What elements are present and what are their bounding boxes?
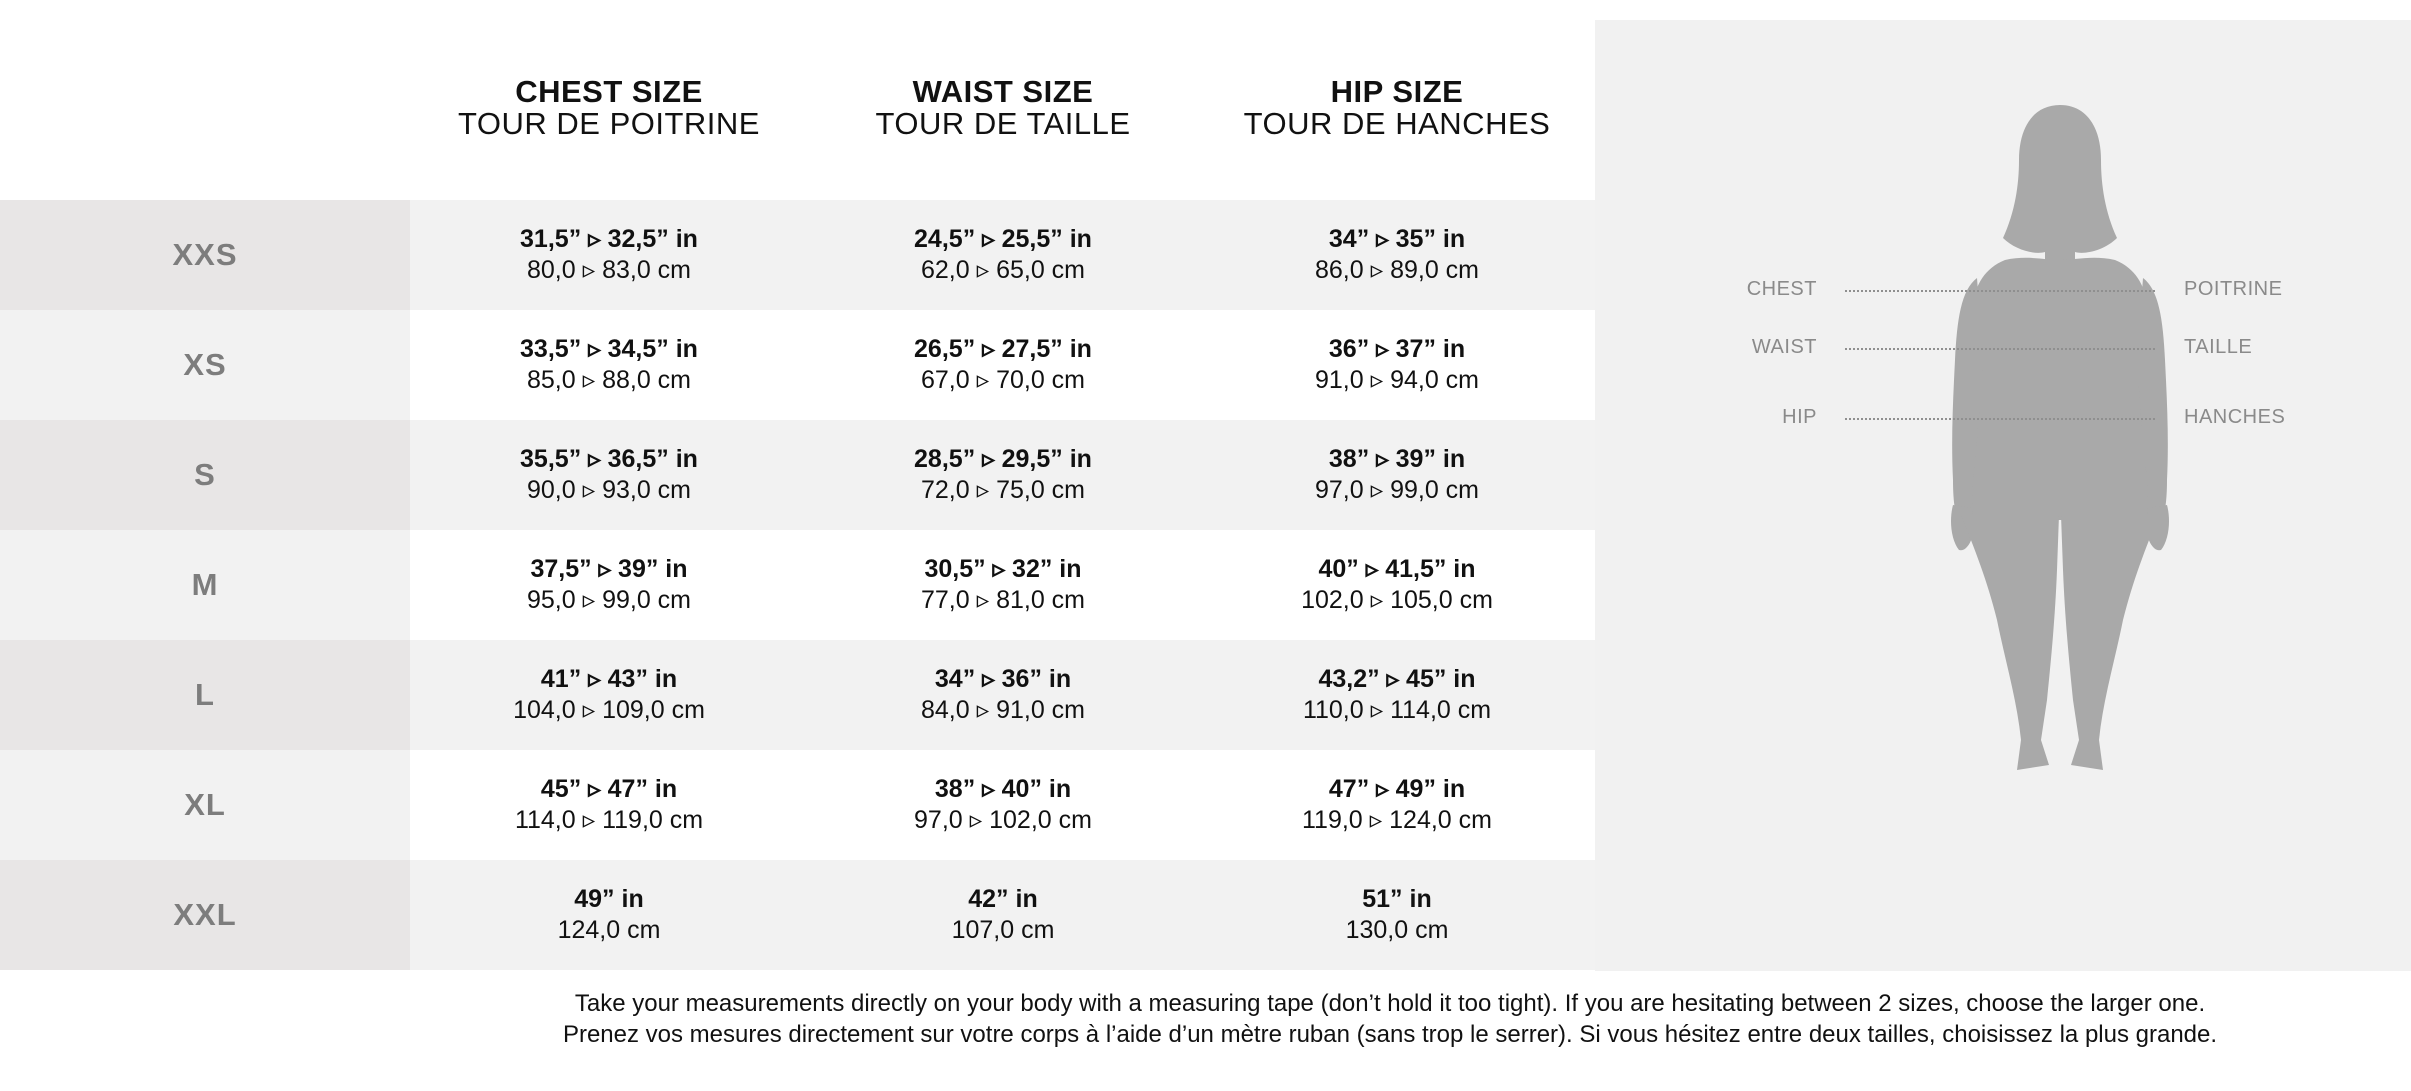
hip-cm: 102,0 ▹ 105,0 cm	[1301, 586, 1493, 614]
chest-inches: 49” in	[574, 885, 644, 913]
female-body-silhouette-icon	[1895, 100, 2225, 780]
hip-header-en: HIP SIZE	[1330, 74, 1464, 109]
waist-cm: 62,0 ▹ 65,0 cm	[920, 256, 1086, 284]
chest-inches: 35,5” ▹ 36,5” in	[520, 445, 698, 473]
chest-cell	[429, 860, 789, 970]
hip-inches: 34” ▹ 35” in	[1328, 225, 1466, 253]
chest-header-fr: TOUR DE POITRINE	[458, 106, 760, 141]
measurement-note	[560, 988, 2220, 1050]
hip-cm: 130,0 cm	[1345, 916, 1449, 944]
waist-cell	[823, 420, 1183, 530]
hip-cell	[1217, 530, 1577, 640]
waist-cell	[823, 310, 1183, 420]
waist-inches: 38” ▹ 40” in	[934, 775, 1072, 803]
hip-label-en: HIP	[1782, 406, 1817, 428]
chest-size-header	[429, 76, 789, 140]
size-label: XXL	[0, 860, 410, 970]
chest-cell	[429, 420, 789, 530]
measurement-note-fr: Prenez vos mesures directement sur votre corps à l’aide d’un mètre ruban (sans trop le serrer). Si vous hésitez entre deux tailles, choisissez la plus grande.	[562, 1021, 2218, 1048]
table-row	[0, 530, 1595, 640]
waist-inches: 26,5” ▹ 27,5” in	[914, 335, 1092, 363]
waist-cm: 97,0 ▹ 102,0 cm	[914, 806, 1092, 834]
waist-cell	[823, 860, 1183, 970]
chest-inches: 37,5” ▹ 39” in	[530, 555, 688, 583]
waist-size-header	[823, 76, 1183, 140]
chest-cm: 80,0 ▹ 83,0 cm	[526, 256, 692, 284]
table-row	[0, 750, 1595, 860]
waist-inches: 42” in	[968, 885, 1038, 913]
waist-cell	[823, 200, 1183, 310]
chest-guide-line	[1845, 290, 2155, 292]
waist-cm: 67,0 ▹ 70,0 cm	[920, 366, 1086, 394]
hip-inches: 36” ▹ 37” in	[1328, 335, 1466, 363]
chest-cell	[429, 750, 789, 860]
table-row	[0, 200, 1595, 310]
waist-cell	[823, 750, 1183, 860]
hip-cell	[1217, 420, 1577, 530]
waist-label-fr: TAILLE	[2184, 336, 2253, 358]
hip-guide-line	[1845, 418, 2155, 420]
chest-cm: 124,0 cm	[557, 916, 661, 944]
waist-cm: 77,0 ▹ 81,0 cm	[920, 586, 1086, 614]
hip-inches: 47” ▹ 49” in	[1328, 775, 1466, 803]
waist-cm: 72,0 ▹ 75,0 cm	[920, 476, 1086, 504]
waist-inches: 28,5” ▹ 29,5” in	[914, 445, 1092, 473]
chest-cell	[429, 310, 789, 420]
size-label: XS	[0, 310, 410, 420]
chest-label-fr: POITRINE	[2184, 278, 2283, 300]
hip-cm: 91,0 ▹ 94,0 cm	[1314, 366, 1480, 394]
chest-cm: 85,0 ▹ 88,0 cm	[526, 366, 692, 394]
chest-inches: 45” ▹ 47” in	[540, 775, 678, 803]
chest-inches: 33,5” ▹ 34,5” in	[520, 335, 698, 363]
measurement-note-en: Take your measurements directly on your body with a measuring tape (don’t hold it too tight). If you are hesitating between 2 sizes, choose the larger one.	[574, 990, 2206, 1017]
chest-cell	[429, 200, 789, 310]
hip-cm: 86,0 ▹ 89,0 cm	[1314, 256, 1480, 284]
waist-header-fr: TOUR DE TAILLE	[875, 106, 1131, 141]
waist-cm: 84,0 ▹ 91,0 cm	[920, 696, 1086, 724]
chest-cell	[429, 530, 789, 640]
waist-header-en: WAIST SIZE	[912, 74, 1094, 109]
hip-inches: 43,2” ▹ 45” in	[1318, 665, 1476, 693]
chest-header-en: CHEST SIZE	[515, 74, 703, 109]
waist-cell	[823, 640, 1183, 750]
chest-label-en: CHEST	[1746, 278, 1817, 300]
waist-guide-line	[1845, 348, 2155, 350]
hip-header-fr: TOUR DE HANCHES	[1243, 106, 1551, 141]
hip-cm: 110,0 ▹ 114,0 cm	[1302, 696, 1492, 724]
hip-inches: 51” in	[1362, 885, 1432, 913]
waist-cm: 107,0 cm	[951, 916, 1055, 944]
hip-cm: 119,0 ▹ 124,0 cm	[1302, 806, 1492, 834]
table-row	[0, 860, 1595, 970]
chest-cell	[429, 640, 789, 750]
chest-cm: 114,0 ▹ 119,0 cm	[514, 806, 704, 834]
size-label: L	[0, 640, 410, 750]
hip-cell	[1217, 750, 1577, 860]
hip-inches: 40” ▹ 41,5” in	[1318, 555, 1476, 583]
table-row	[0, 310, 1595, 420]
waist-inches: 34” ▹ 36” in	[934, 665, 1072, 693]
size-label: S	[0, 420, 410, 530]
chest-inches: 31,5” ▹ 32,5” in	[520, 225, 698, 253]
waist-inches: 24,5” ▹ 25,5” in	[914, 225, 1092, 253]
hip-size-header	[1217, 76, 1577, 140]
hip-cell	[1217, 310, 1577, 420]
size-label: XL	[0, 750, 410, 860]
chest-inches: 41” ▹ 43” in	[540, 665, 678, 693]
hip-label-fr: HANCHES	[2184, 406, 2286, 428]
table-row	[0, 640, 1595, 750]
size-label: M	[0, 530, 410, 640]
hip-cm: 97,0 ▹ 99,0 cm	[1314, 476, 1480, 504]
chest-cm: 95,0 ▹ 99,0 cm	[526, 586, 692, 614]
chest-cm: 90,0 ▹ 93,0 cm	[526, 476, 692, 504]
chest-cm: 104,0 ▹ 109,0 cm	[513, 696, 705, 724]
waist-cell	[823, 530, 1183, 640]
hip-inches: 38” ▹ 39” in	[1328, 445, 1466, 473]
hip-cell	[1217, 200, 1577, 310]
size-label: XXS	[0, 200, 410, 310]
hip-cell	[1217, 860, 1577, 970]
table-row	[0, 420, 1595, 530]
waist-inches: 30,5” ▹ 32” in	[924, 555, 1082, 583]
waist-label-en: WAIST	[1751, 336, 1817, 358]
hip-cell	[1217, 640, 1577, 750]
